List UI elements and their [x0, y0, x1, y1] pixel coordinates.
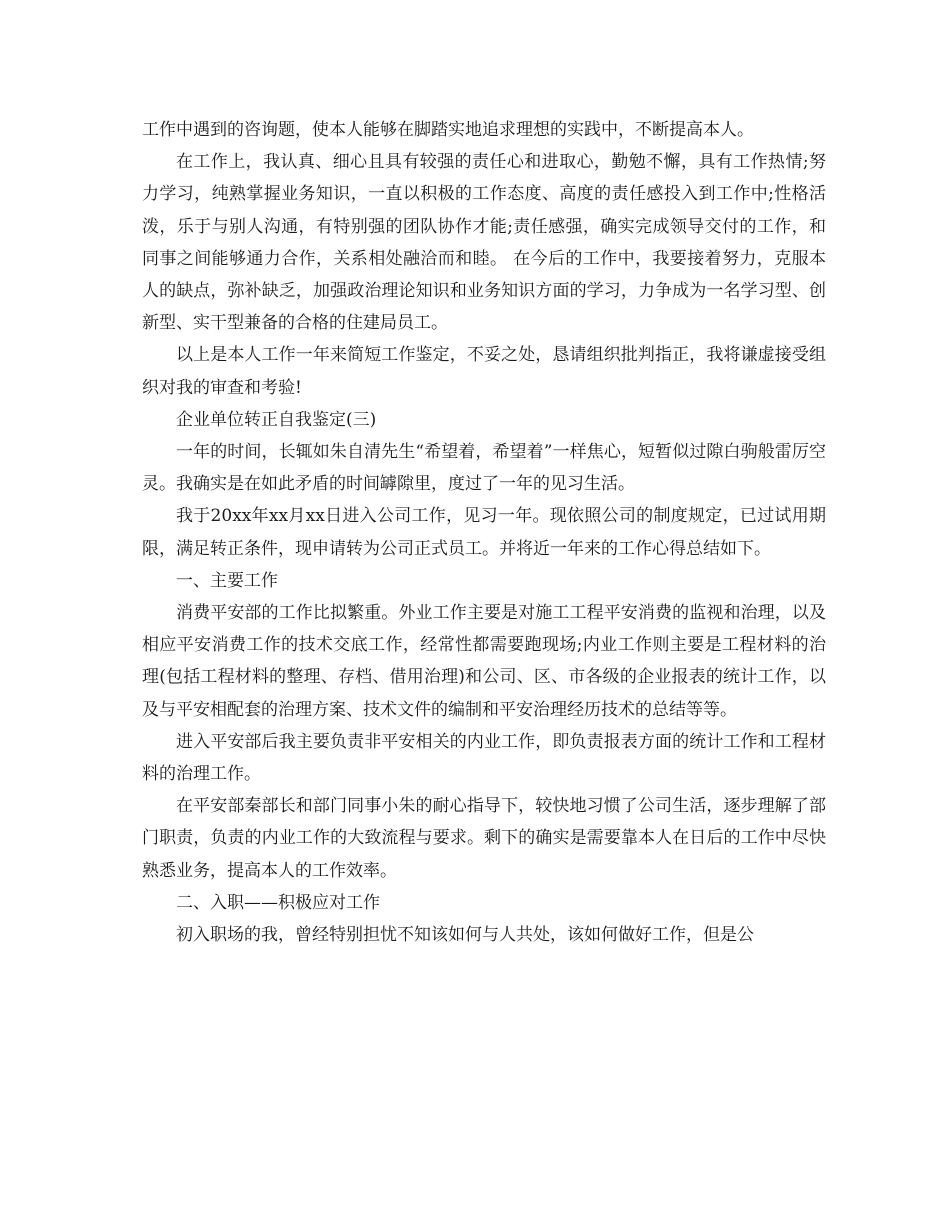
paragraph-conclusion: 以上是本人工作一年来简短工作鉴定，不妥之处，恳请组织批判指正，我将谦虚接受组织对我的审查和考验!	[142, 345, 826, 398]
paragraph-first-job: 初入职场的我，曾经特别担忧不知该如何与人共处，该如何做好工作，但是公	[176, 925, 754, 946]
paragraph-department-work: 消费平安部的工作比拟繁重。外业工作主要是对施工工程平安消费的监视和治理，以及相应平安消费工作的技术交底工作，经常性都需要跑现场;内业工作则主要是工程材料的治理(包括工程材料的整理、存档、借用治理)和公司、区、市各级的企业报表的统计工作，以及与平安相配套的治理方案、技术文件的编制和平安治理经历技术的总结等等。	[142, 603, 826, 720]
section-title: 企业单位转正自我鉴定(三)	[176, 409, 377, 430]
paragraph-work-attitude: 在工作上，我认真、细心且具有较强的责任心和进取心，勤勉不懈，具有工作热情;努力学习，纯熟掌握业务知识，一直以积极的工作态度、高度的责任感投入到工作中;性格活泼，乐于与别人沟通，有特别强的团队协作才能;责任感强，确实完成领导交付的工作，和同事之间能够通力合作，关系相处融洽而和睦。 在今后的工作中，我要接着努力，克服本人的缺点，弥补缺乏，加强政治理论知识和业务知识方面的学习，力争成为一名学习型、创新型、实干型兼备的合格的住建局员工。	[142, 152, 826, 334]
paragraph-entry-date: 我于20xx年xx月xx日进入公司工作，见习一年。现依照公司的制度规定，已过试用期限，满足转正条件，现申请转为公司正式员工。并将近一年来的工作心得总结如下。	[142, 506, 826, 559]
paragraph-responsibility: 进入平安部后我主要负责非平安相关的内业工作，即负责报表方面的统计工作和工程材料的治理工作。	[142, 731, 826, 785]
paragraph-continuation: 工作中遇到的咨询题，使本人能够在脚踏实地追求理想的实践中，不断提高本人。	[142, 120, 754, 140]
heading-onboarding: 二、入职——积极应对工作	[176, 892, 380, 913]
heading-main-work: 一、主要工作	[176, 570, 278, 591]
document-body	[142, 114, 826, 951]
paragraph-guidance: 在平安部秦部长和部门同事小朱的耐心指导下，较快地习惯了公司生活，逐步理解了部门职责，负责的内业工作的大致流程与要求。剩下的确实是需要靠本人在日后的工作中尽快熟悉业务，提高本人的工作效率。	[142, 796, 826, 881]
paragraph-intro: 一年的时间，长辄如朱自清先生“希望着，希望着”一样焦心，短暂似过隙白驹般雷厉空灵。我确实是在如此矛盾的时间罅隙里，度过了一年的见习生活。	[142, 442, 826, 495]
